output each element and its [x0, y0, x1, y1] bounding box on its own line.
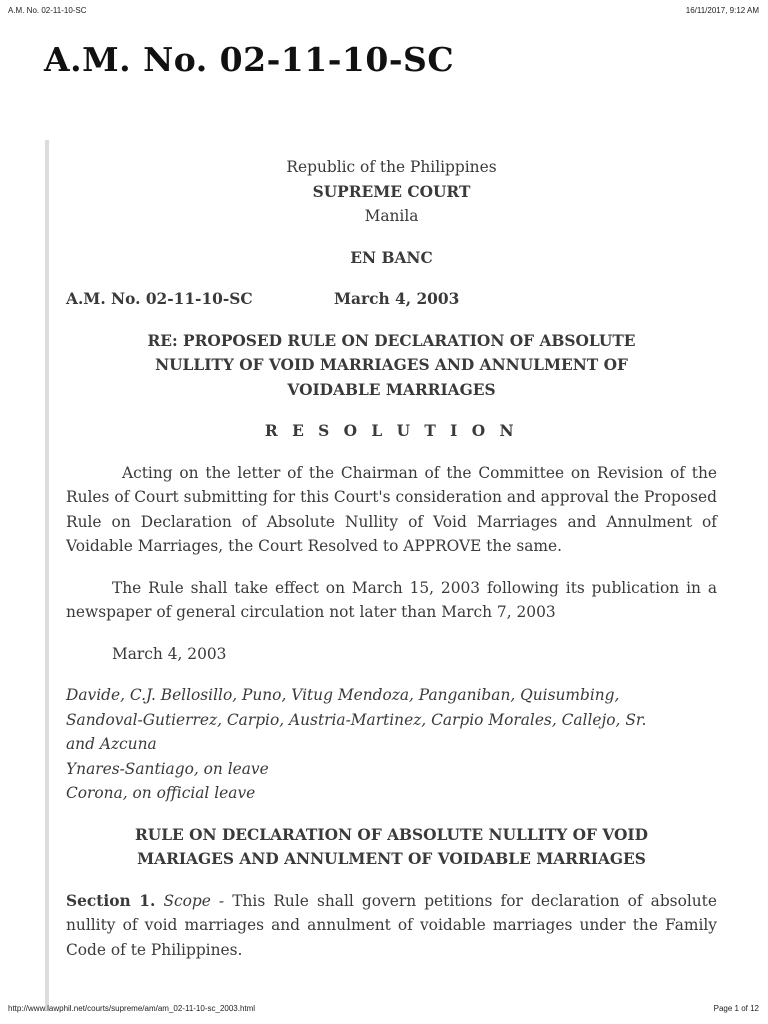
case-caption: [66, 287, 717, 312]
re-heading: [66, 329, 717, 403]
section-1-text: - This Rule shall govern petitions for declaration of absolute nullity of void marriages and annulment of voidable marriages under the Family Code of te Philippines.: [66, 891, 717, 959]
case-date: March 4, 2003: [334, 290, 460, 308]
document-title: A.M. No. 02-11-10-SC: [44, 40, 455, 79]
effectivity-paragraph: The Rule shall take effect on March 15, 2003 following its publication in a newspaper of general circulation not later than March 7, 2003: [66, 578, 717, 621]
rule-heading: [66, 823, 717, 872]
justice-on-leave: Ynares-Santiago, on leave: [66, 759, 269, 778]
print-header: [0, 6, 768, 18]
rule-heading-line: RULE ON DECLARATION OF ABSOLUTE NULLITY OF VOID: [135, 825, 648, 844]
print-header-timestamp: 16/11/2017, 9:12 AM: [685, 6, 759, 15]
court-header: [66, 155, 717, 229]
section-1-label: Section 1.: [66, 891, 156, 910]
print-footer: [0, 1004, 768, 1016]
justices-line: Sandoval-Gutierrez, Carpio, Austria-Martinez, Carpio Morales, Callejo, Sr.: [66, 710, 647, 729]
document-body: [66, 155, 717, 962]
section-1: [66, 889, 717, 963]
re-heading-line: RE: PROPOSED RULE ON DECLARATION OF ABSOLUTE: [147, 331, 636, 350]
justices-list: [66, 683, 717, 806]
section-1-title: Scope: [163, 891, 211, 910]
justices-line: Davide, C.J. Bellosillo, Puno, Vitug Mendoza, Panganiban, Quisumbing,: [66, 686, 620, 704]
court-name: SUPREME COURT: [312, 182, 471, 201]
resolution-paragraph: Acting on the letter of the Chairman of the Committee on Revision of the Rules of Court submitting for this Court's consideration and approval the Proposed Rule on Declaration of Absolute Nullity of Void Marriages and Annulment of Voidable Marriages, the Court Resolved to APPROVE the same.: [66, 463, 717, 555]
re-heading-line: NULLITY OF VOID MARRIAGES AND ANNULMENT OF: [155, 356, 628, 374]
resolution-date: March 4, 2003: [112, 644, 227, 663]
page-number: Page 1 of 12: [713, 1004, 759, 1013]
justice-on-official-leave: Corona, on official leave: [66, 784, 256, 802]
re-heading-line: VOIDABLE MARRIAGES: [287, 380, 496, 399]
court-location: Manila: [364, 207, 419, 225]
rule-heading-line: MARIAGES AND ANNULMENT OF VOIDABLE MARRIAGES: [137, 850, 646, 868]
resolution-heading: R E S O L U T I O N: [264, 422, 519, 440]
justices-line: and Azcuna: [66, 735, 157, 753]
print-header-title: A.M. No. 02-11-10-SC: [8, 6, 87, 15]
division-label: EN BANC: [350, 248, 433, 267]
case-number: A.M. No. 02-11-10-SC: [66, 290, 253, 308]
source-url: http://www.lawphil.net/courts/supreme/am/am_02-11-10-sc_2003.html: [8, 1004, 256, 1013]
court-republic: Republic of the Philippines: [286, 158, 497, 176]
blockquote-bar: [45, 140, 49, 1010]
